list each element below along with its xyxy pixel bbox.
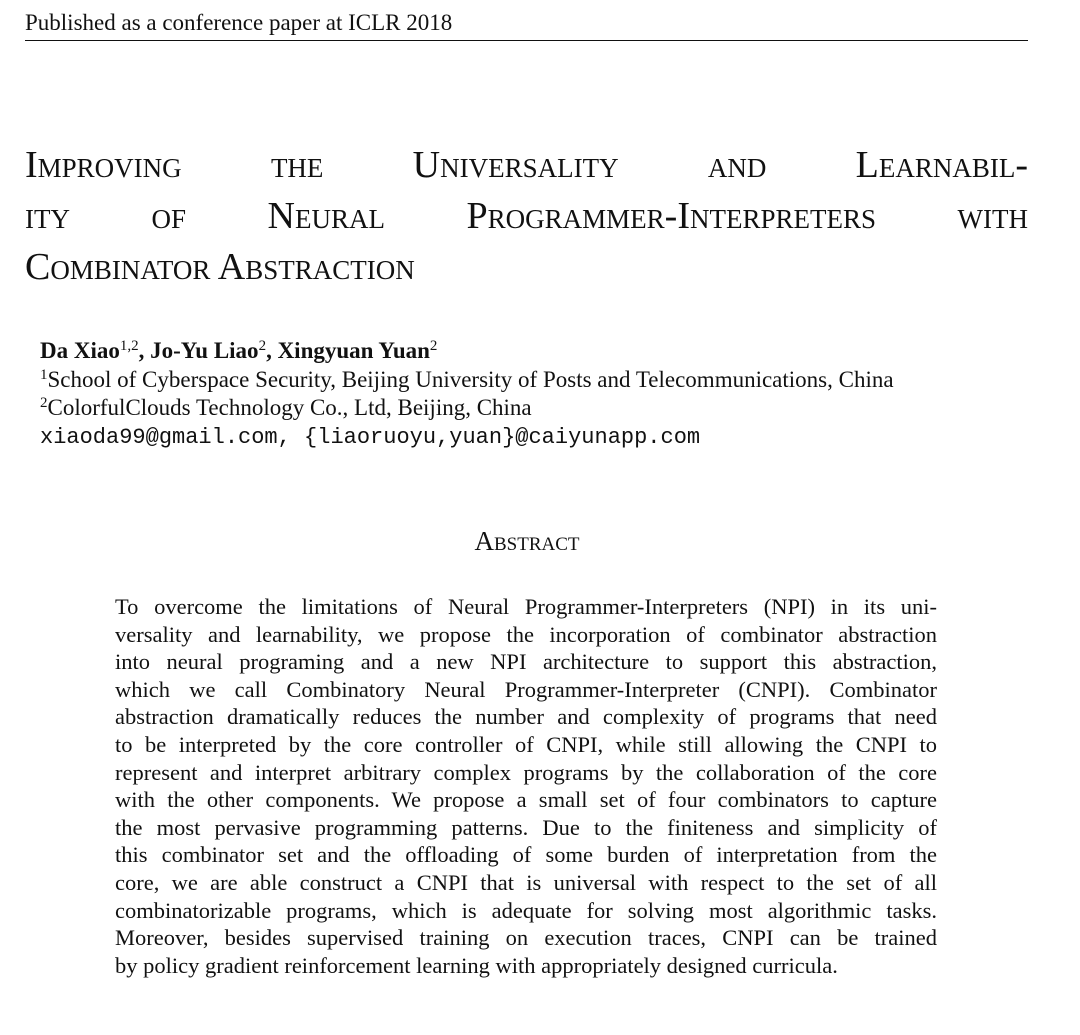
author-separator: ,: [138, 338, 151, 363]
header-rule: [25, 40, 1028, 41]
author-emails: xiaoda99@gmail.com, {liaoruoyu,yuan}@caiyunapp.com: [40, 425, 701, 450]
title-line: Improving the Universality and Learnabil-: [25, 144, 1028, 186]
author-affiliation-mark: 2: [258, 338, 267, 354]
abstract-line: abstraction dramatically reduces the number and complexity of programs that need: [115, 704, 937, 730]
author-name: Da Xiao: [40, 338, 120, 363]
abstract-line: into neural programing and a new NPI architecture to support this abstraction,: [115, 649, 937, 675]
title-line: Combinator Abstraction: [25, 246, 415, 288]
affiliation-mark: 2: [40, 395, 48, 411]
abstract-line: represent and interpret arbitrary complex programs by the collaboration of the core: [115, 759, 937, 785]
abstract-line: by policy gradient reinforcement learning with appropriately designed curricula.: [115, 952, 838, 978]
abstract-heading: Abstract: [474, 526, 580, 556]
abstract-line: this combinator set and the offloading of some burden of interpretation from the: [115, 842, 937, 868]
abstract-line: which we call Combinatory Neural Programmer-Interpreter (CNPI). Combinator: [115, 676, 937, 702]
abstract-line: To overcome the limitations of Neural Programmer-Interpreters (NPI) in its uni-: [115, 594, 937, 619]
abstract-line: to be interpreted by the core controller of CNPI, while still allowing the CNPI to: [115, 731, 937, 757]
running-header: Published as a conference paper at ICLR 2018: [25, 10, 453, 35]
abstract-line: Moreover, besides supervised training on execution traces, CNPI can be trained: [115, 925, 937, 951]
author-affiliation-mark: 1,2: [119, 338, 139, 354]
abstract-line: the most pervasive programming patterns. Due to the finiteness and simplicity of: [115, 814, 937, 840]
affiliation-1: [40, 366, 894, 394]
affiliation-text: School of Cyberspace Security, Beijing University of Posts and Telecommunications, China: [47, 367, 894, 392]
paper-title: [25, 140, 1028, 293]
abstract-body: [115, 593, 937, 979]
abstract-line: core, we are able construct a CNPI that is universal with respect to the set of all: [115, 869, 937, 895]
affiliation-text: ColorfulClouds Technology Co., Ltd, Beijing, China: [47, 395, 532, 420]
author-name: Xingyuan Yuan: [277, 338, 430, 363]
author-list: [40, 337, 437, 365]
abstract-line: with the other components. We propose a small set of four combinators to capture: [115, 787, 937, 813]
affiliation-mark: 1: [40, 367, 48, 383]
title-line: ity of Neural Programmer-Interpreters with: [25, 195, 1028, 237]
affiliation-2: [40, 394, 532, 422]
abstract-line: combinatorizable programs, which is adequate for solving most algorithmic tasks.: [115, 897, 937, 923]
author-affiliation-mark: 2: [429, 338, 438, 354]
author-separator: ,: [266, 338, 278, 363]
abstract-line: versality and learnability, we propose the incorporation of combinator abstraction: [115, 621, 937, 647]
author-name: Jo-Yu Liao: [150, 338, 259, 363]
